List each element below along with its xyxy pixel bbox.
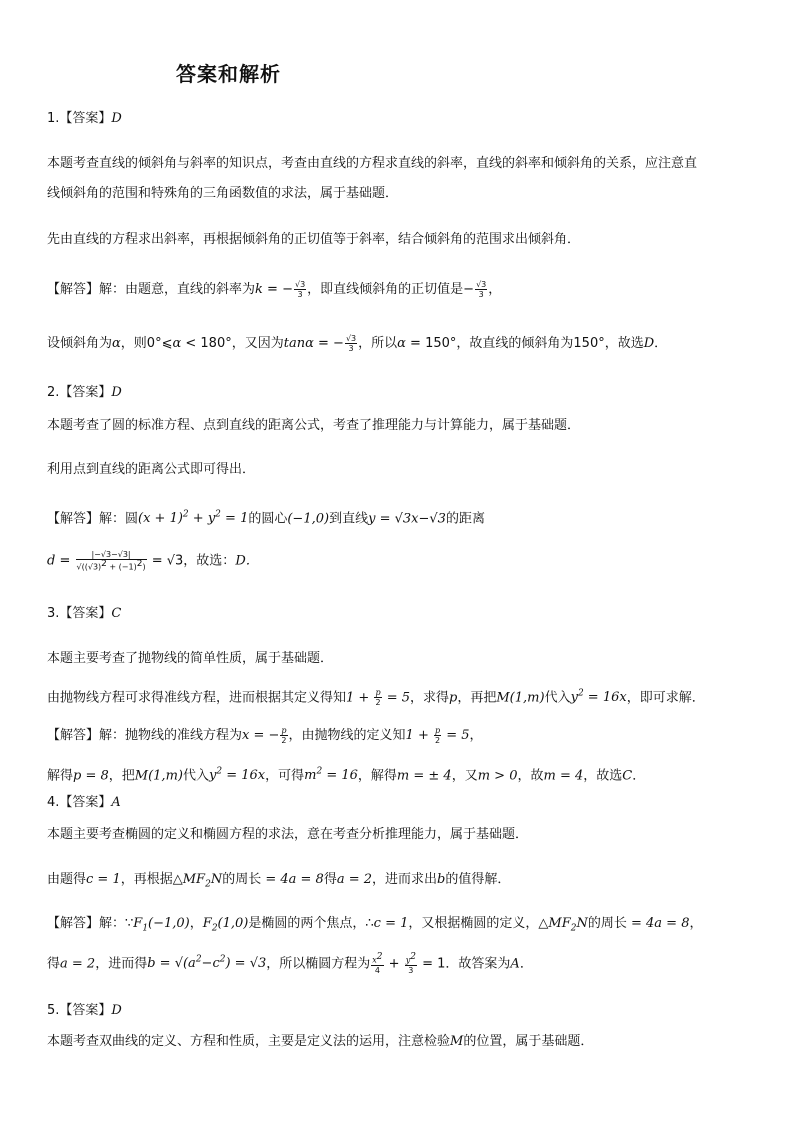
analysis-text-1c: 先由直线的方程求出斜率，再根据倾斜角的正切值等于斜率，结合倾斜角的范围求出倾斜角． <box>47 232 581 247</box>
answer-heading-3: 3.【答案】C <box>47 606 122 621</box>
solution-3b: 解得p = 8，把M(1,m)代入$y^2 = 16x$，可得$m^2 = 16$，解得m = ± 4，又m > 0，故m = 4，故选C． <box>47 767 646 784</box>
analysis-text-2b: 利用点到直线的距离公式即可得出． <box>47 462 256 477</box>
solution-4b: 得a = 2，进而得$b = √(a^2-c^2) = √3$，所以椭圆方程为 $\frac{x2}{4}$ + $\frac{y2}{3}$ = 1．故答案为A． <box>47 952 533 975</box>
analysis-text-1a: 本题考查直线的倾斜角与斜率的知识点，考查由直线的方程求直线的斜率，直线的斜率和倾斜角的关系，应注意直 <box>47 156 698 171</box>
solution-4a: 【解答】解：$\because F_1(-1,0)$，$F_2(1,0)$是椭圆的两个焦点，∴c = 1，又根据椭圆的定义，$\triangle MF_2N$的周长 = 4a = 8， <box>47 916 703 934</box>
answer-heading-4: 4.【答案】A <box>47 795 121 810</box>
solution-1a: 【解答】解：由题意，直线的斜率为k = − $\frac{√3}{3}$ ，即直线倾斜角的正切值是− $\frac{√3}{3}$ ， <box>47 280 502 299</box>
analysis-text-5a: 本题考查双曲线的定义、方程和性质，主要是定义法的运用，注意检验M的位置，属于基础题． <box>47 1034 594 1049</box>
solution-2b: d = $\frac{|-√3-√3|}{√((√3)2 + (-1)2)}$ = √3，故选：D． <box>47 550 259 572</box>
analysis-text-4b: 由题得c = 1，再根据$\triangle MF_2N$的周长 = 4a = 8得a = 2，进而求出b的值得解． <box>47 872 511 890</box>
analysis-text-3a: 本题主要考查了抛物线的简单性质，属于基础题． <box>47 651 334 666</box>
solution-3a: 【解答】解：抛物线的准线方程为x = − $\frac{p}{2}$ ，由抛物线的定义知1 + $\frac{p}{2}$ = 5， <box>47 726 483 745</box>
answer-heading-2: 2.【答案】D <box>47 385 122 400</box>
page-title: 答案和解析 <box>176 62 281 86</box>
analysis-text-2a: 本题考查了圆的标准方程、点到直线的距离公式，考查了推理能力与计算能力，属于基础题． <box>47 418 581 433</box>
analysis-text-3b: 由抛物线方程可求得准线方程，进而根据其定义得知1 + $\frac{p}{2}$ = 5，求得p，再把M(1,m)代入$y^2 = 16x$，即可求解． <box>47 688 705 708</box>
analysis-text-4a: 本题主要考查椭圆的定义和椭圆方程的求法，意在考查分析推理能力，属于基础题． <box>47 827 529 842</box>
answer-heading-5: 5.【答案】D <box>47 1003 122 1018</box>
solution-2a: 【解答】解：圆$(x + 1)^2 + y^2 = 1$的圆心(−1,0)到直线y = √3x−√3的距离 <box>47 510 485 527</box>
solution-1b: 设倾斜角为α，则0°⩽α < 180°，又因为tanα = − $\frac{√3}{3}$ ，所以α = 150°，故直线的倾斜角为150°，故选D． <box>47 334 668 353</box>
answer-heading-1: 1.【答案】D <box>47 111 122 126</box>
analysis-text-1b: 线倾斜角的范围和特殊角的三角函数值的求法，属于基础题． <box>47 186 399 201</box>
